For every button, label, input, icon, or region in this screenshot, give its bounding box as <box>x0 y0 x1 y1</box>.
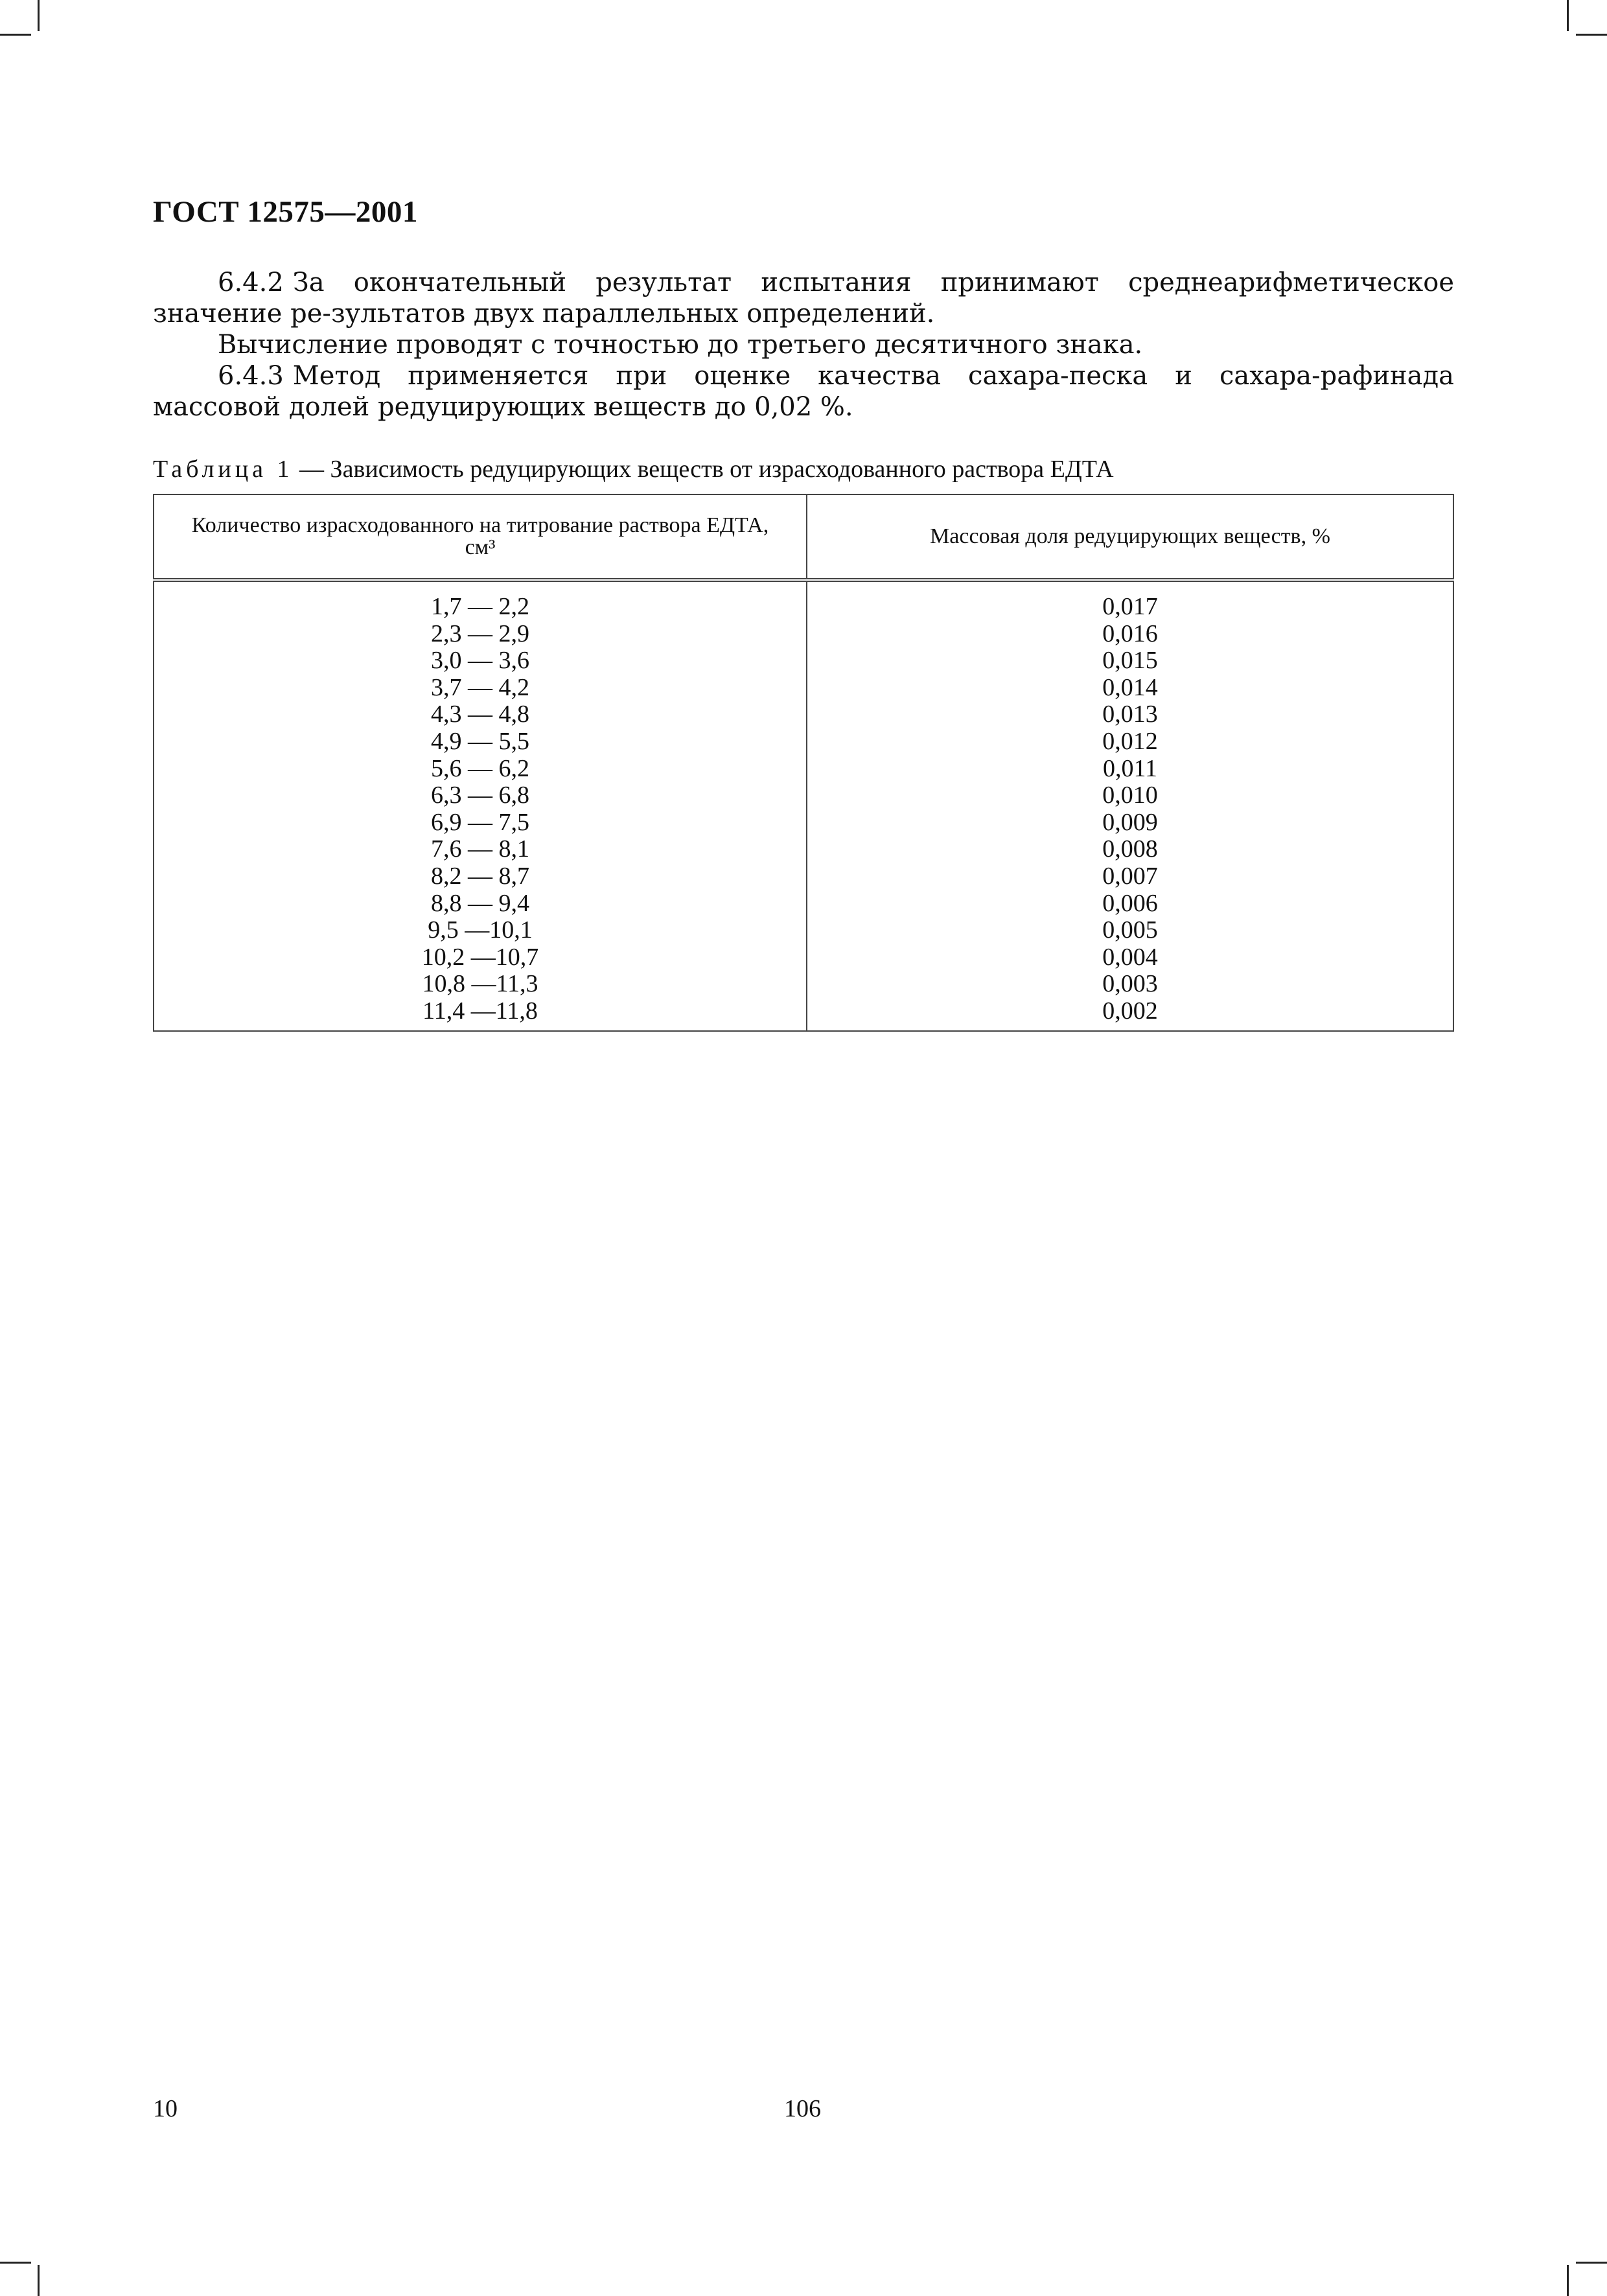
crop-mark <box>1567 0 1569 31</box>
cell-mass-fraction: 0,003 <box>807 971 1453 998</box>
table-caption-label: Таблица 1 <box>153 456 294 483</box>
paragraph-6-4-3 <box>153 360 1454 423</box>
table-header-row <box>154 494 1453 580</box>
crop-mark <box>38 0 40 31</box>
cell-mass-fraction: 0,006 <box>807 890 1453 918</box>
cell-mass-fraction: 0,015 <box>807 647 1453 675</box>
table-body <box>154 580 1453 1031</box>
crop-mark <box>0 34 31 36</box>
page-number-left: 10 <box>153 2095 178 2122</box>
paragraph-text: Метод применяется при оценке качества сахара-песка и сахара-рафинада массовой долей редуцирующих веществ до 0,02 %. <box>153 361 1454 422</box>
cell-volume-range: 9,5 —10,1 <box>154 917 807 944</box>
cell-mass-fraction: 0,010 <box>807 782 1453 809</box>
document-header: ГОСТ 12575—2001 <box>153 195 418 229</box>
crop-mark <box>0 2262 31 2264</box>
table-row <box>154 728 1453 756</box>
cell-mass-fraction: 0,002 <box>807 998 1453 1031</box>
cell-mass-fraction: 0,017 <box>807 580 1453 621</box>
table-row <box>154 675 1453 702</box>
table-caption-text: — Зависимость редуцирующих веществ от израсходованного раствора ЕДТА <box>293 456 1114 483</box>
column-header-volume: Количество израсходованного на титрование раствора ЕДТА, см³ <box>154 494 807 580</box>
table-row <box>154 701 1453 728</box>
table-row <box>154 809 1453 837</box>
table-row <box>154 971 1453 998</box>
table-row <box>154 944 1453 971</box>
cell-volume-range: 8,8 — 9,4 <box>154 890 807 918</box>
cell-volume-range: 3,0 — 3,6 <box>154 647 807 675</box>
table-row <box>154 782 1453 809</box>
table-row <box>154 647 1453 675</box>
cell-volume-range: 11,4 —11,8 <box>154 998 807 1031</box>
clause-number: 6.4.2 <box>218 268 284 297</box>
cell-volume-range: 6,3 — 6,8 <box>154 782 807 809</box>
table-row <box>154 917 1453 944</box>
cell-volume-range: 5,6 — 6,2 <box>154 756 807 783</box>
cell-volume-range: 2,3 — 2,9 <box>154 621 807 648</box>
cell-mass-fraction: 0,016 <box>807 621 1453 648</box>
cell-mass-fraction: 0,004 <box>807 944 1453 971</box>
crop-mark <box>1567 2265 1569 2296</box>
crop-mark <box>1576 2262 1607 2264</box>
cell-volume-range: 10,8 —11,3 <box>154 971 807 998</box>
cell-volume-range: 7,6 — 8,1 <box>154 836 807 863</box>
cell-volume-range: 3,7 — 4,2 <box>154 675 807 702</box>
paragraph-calculation <box>153 329 1454 360</box>
data-table <box>153 494 1454 1032</box>
table-caption <box>153 455 1114 483</box>
cell-volume-range: 8,2 — 8,7 <box>154 863 807 890</box>
page-number-center: 106 <box>784 2095 821 2122</box>
cell-volume-range: 1,7 — 2,2 <box>154 580 807 621</box>
table-row <box>154 621 1453 648</box>
clause-number: 6.4.3 <box>218 361 284 391</box>
table-row <box>154 580 1453 621</box>
table-row <box>154 756 1453 783</box>
table-row <box>154 890 1453 918</box>
cell-volume-range: 6,9 — 7,5 <box>154 809 807 837</box>
crop-mark <box>1576 34 1607 36</box>
cell-volume-range: 10,2 —10,7 <box>154 944 807 971</box>
cell-mass-fraction: 0,009 <box>807 809 1453 837</box>
cell-mass-fraction: 0,011 <box>807 756 1453 783</box>
cell-mass-fraction: 0,013 <box>807 701 1453 728</box>
cell-volume-range: 4,9 — 5,5 <box>154 728 807 756</box>
cell-mass-fraction: 0,014 <box>807 675 1453 702</box>
paragraph-text: За окончательный результат испытания принимают среднеарифметическое значение ре-зультатов двух параллельных определений. <box>153 268 1454 329</box>
table-row <box>154 998 1453 1031</box>
cell-mass-fraction: 0,012 <box>807 728 1453 756</box>
table-row <box>154 836 1453 863</box>
cell-volume-range: 4,3 — 4,8 <box>154 701 807 728</box>
cell-mass-fraction: 0,007 <box>807 863 1453 890</box>
crop-mark <box>38 2265 40 2296</box>
column-header-mass-fraction: Массовая доля редуцирующих веществ, % <box>807 494 1453 580</box>
paragraph-6-4-2 <box>153 267 1454 329</box>
paragraph-text: Вычисление проводят с точностью до третьего десятичного знака. <box>218 330 1143 360</box>
table-row <box>154 863 1453 890</box>
cell-mass-fraction: 0,005 <box>807 917 1453 944</box>
cell-mass-fraction: 0,008 <box>807 836 1453 863</box>
